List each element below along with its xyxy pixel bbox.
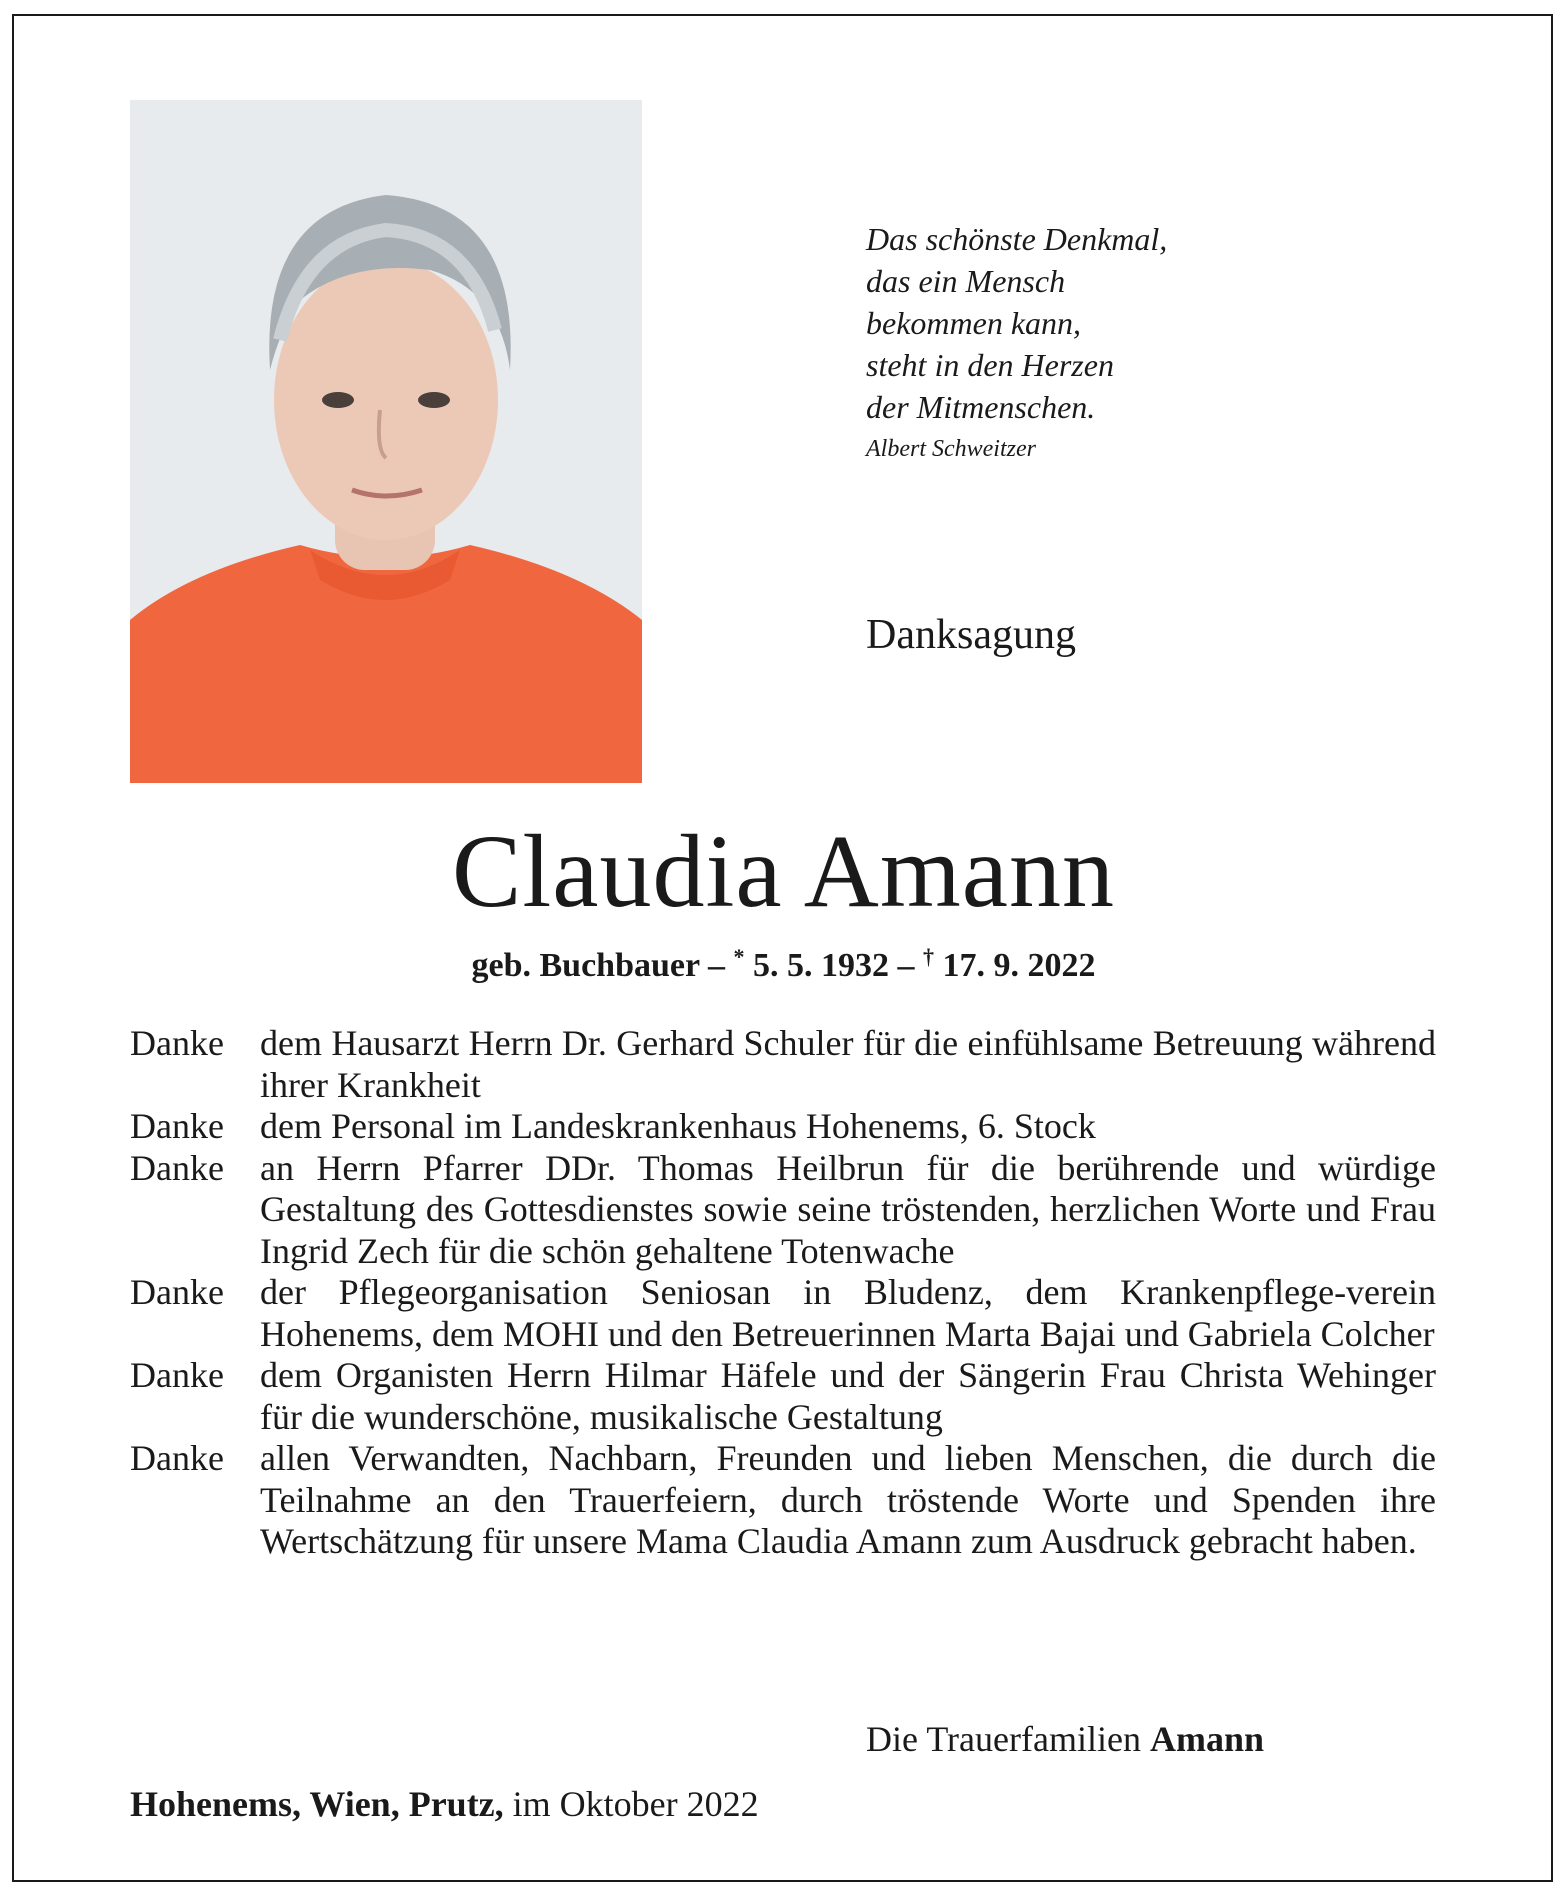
quote-line: das ein Mensch [866,263,1066,299]
thanks-list [130,1023,1436,1563]
thanks-text: dem Hausarzt Herrn Dr. Gerhard Schuler für die einfühlsame Betreuung während ihrer Krankheit [260,1023,1436,1105]
towns: Hohenems, Wien, Prutz, [130,1784,504,1824]
thanks-label: Danke [130,1438,224,1478]
thanks-label: Danke [130,1147,224,1188]
thanks-text: dem Personal im Landeskrankenhaus Hohenems, 6. Stock [260,1106,1096,1146]
quote-line: Das schönste Denkmal, [866,221,1168,257]
quote-line: bekommen kann, [866,305,1082,341]
signature-prefix: Die Trauerfamilien [866,1719,1150,1759]
thanks-item [130,1438,1436,1563]
quote-line: der Mitmenschen. [866,389,1096,425]
birth-symbol: * [733,944,745,969]
quote-author: Albert Schweitzer [866,436,1036,462]
memorial-quote [866,218,1366,466]
maiden-name: geb. Buchbauer [471,947,700,984]
thanks-label: Danke [130,1355,224,1395]
thanks-label: Danke [130,1272,224,1312]
place-and-date [130,1783,759,1825]
quote-line: steht in den Herzen [866,347,1114,383]
thanks-text: an Herrn Pfarrer DDr. Thomas Heilbrun für die berührende und würdige Gestaltung des Gottesdienstes sowie seine tröstenden, herzlichen Worte und Frau Ingrid Zech für die schön gehaltene Totenwache [260,1147,1436,1271]
life-dates: geb. Buchbauer – * 5. 5. 1932 – † 17. 9. 2022 [471,944,1096,984]
thanks-item [130,1023,1436,1106]
thanks-label: Danke [130,1106,224,1146]
family-signature [866,1718,1264,1760]
deceased-name: Claudia Amann [452,814,1115,929]
birth-date: 5. 5. 1932 [744,947,889,984]
death-date: 17. 9. 2022 [933,947,1096,984]
thanks-item [130,1148,1436,1273]
page-title: Danksagung [866,612,1076,658]
thanks-item [130,1355,1436,1438]
date: im Oktober 2022 [503,1784,759,1824]
thanks-item [130,1272,1436,1355]
thanks-text: der Pflegeorganisation Seniosan in Bludenz, dem Krankenpflege-verein Hohenems, dem MOHI und den Betreuerinnen Marta Bajai und Gabriela Colcher [260,1272,1436,1354]
portrait-photo [130,100,642,783]
death-symbol: † [922,944,934,969]
thanks-text: dem Organisten Herrn Hilmar Häfele und der Sängerin Frau Christa Wehinger für die wunderschöne, musikalische Gestaltung [260,1355,1436,1437]
thanks-text: allen Verwandten, Nachbarn, Freunden und lieben Menschen, die durch die Teilnahme an den Trauerfeiern, durch tröstende Worte und Spenden ihre Wertschätzung für unsere Mama Claudia Amann zum Ausdruck gebracht haben. [260,1438,1436,1561]
signature-family: Amann [1149,1719,1264,1759]
thanks-label: Danke [130,1023,224,1063]
thanks-item [130,1106,1436,1148]
